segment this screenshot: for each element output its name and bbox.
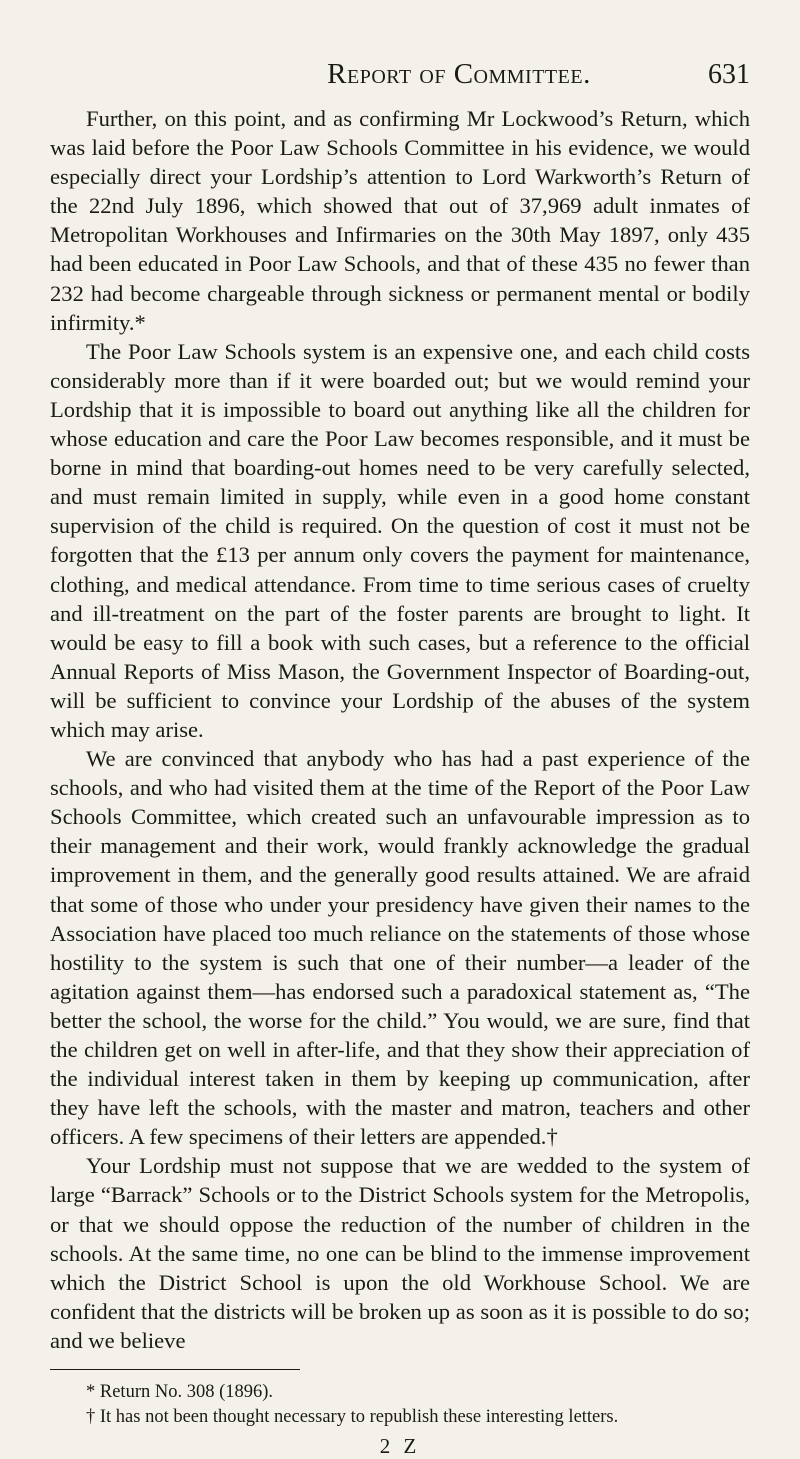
- signature-mark: 2 Z: [379, 1434, 421, 1459]
- page-number: 631: [708, 59, 750, 90]
- footnote: † It has not been thought necessary to republish these interesting letters.: [86, 1407, 619, 1428]
- paragraph: We are convinced that anybody who has had a past experience of the schools, and who had visited them at the time of the Report of the Poor Law Schools Committee, which created such an unfavourable impression as to their management and their work, would frankly acknowledge the gradual improvement in them, and the generally good results attained. We are afraid that some of those who under your presidency have given their names to the Association have placed too much reliance on the statements of those whose hostility to the system is such that one of their number—a leader of the agitation against them—has endorsed such a paradoxical statement as, “The better the school, the worse for the child.” You would, we are sure, find that the children get on well in after-life, and that they show their appreciation of the individual interest taken in them by keeping up communication, after they have left the schools, with the master and matron, teachers and other officers. A few specimens of their letters are appended.†: [50, 746, 750, 1150]
- footnote-divider: [50, 1369, 300, 1370]
- body-text: [50, 104, 750, 1355]
- page-header: [50, 58, 750, 98]
- running-head: Report of Committee.: [327, 58, 591, 90]
- footnote: * Return No. 308 (1896).: [86, 1382, 274, 1403]
- paragraph: The Poor Law Schools system is an expensive one, and each child costs considerably more than if it were boarded out; but we would remind your Lordship that it is impossible to board out anything like all the children for whose education and care the Poor Law becomes responsible, and it must be borne in mind that boarding-out homes need to be very carefully selected, and must remain limited in supply, while even in a good home constant supervision of the child is required. On the question of cost it must not be forgotten that the £13 per annum only covers the payment for maintenance, clothing, and medical attendance. From time to time serious cases of cruelty and ill-treatment on the part of the foster parents are brought to light. It would be easy to fill a book with such cases, but a reference to the official Annual Reports of Miss Mason, the Government Inspector of Boarding-out, will be sufficient to convince your Lordship of the abuses of the system which may arise.: [50, 338, 750, 742]
- paragraph: Further, on this point, and as confirming Mr Lockwood’s Return, which was laid before the Poor Law Schools Committee in his evidence, we would especially direct your Lordship’s attention to Lord Warkworth’s Return of the 22nd July 1896, which showed that out of 37,969 adult inmates of Metropolitan Workhouses and Infirmaries on the 30th May 1897, only 435 had been educated in Poor Law Schools, and that of these 435 no fewer than 232 had become chargeable through sickness or permanent mental or bodily infirmity.*: [50, 106, 750, 335]
- footnotes: [50, 1380, 750, 1430]
- paragraph: Your Lordship must not suppose that we are wedded to the system of large “Barrack” Schools or to the District Schools system for the Metropolis, or that we should oppose the reduction of the number of children in the schools. At the same time, no one can be blind to the immense improvement which the District School is upon the old Workhouse School. We are confident that the districts will be broken up as soon as it is possible to do so; and we believe: [50, 1153, 750, 1353]
